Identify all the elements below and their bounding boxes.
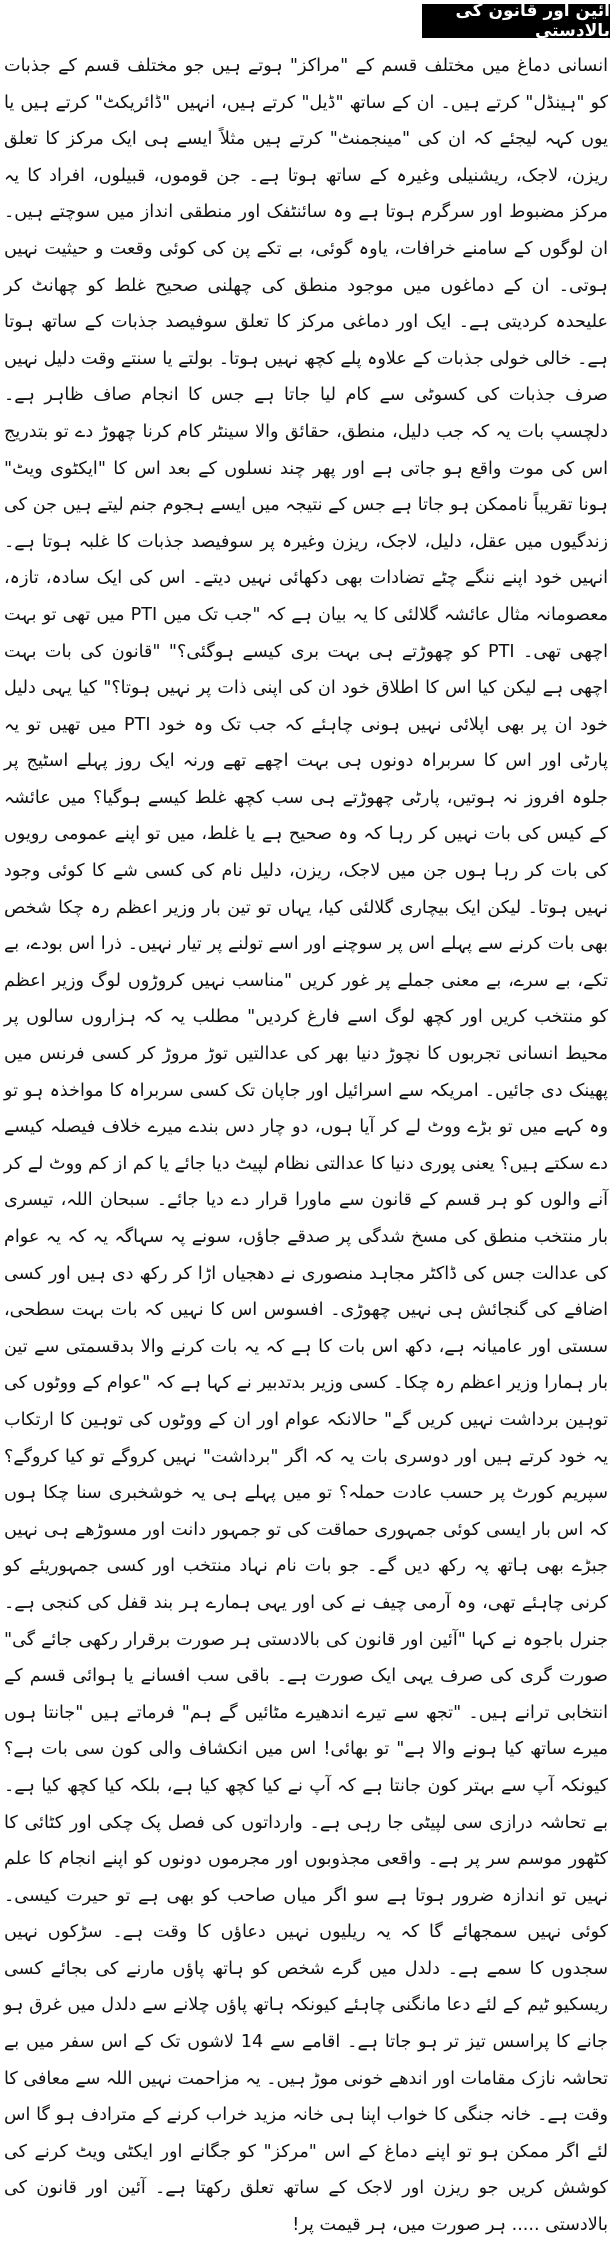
article-headline: آئین اور قانون کی بالادستی xyxy=(455,1,610,41)
headline-bar xyxy=(422,1,610,41)
article-column xyxy=(4,1,610,2236)
article-body xyxy=(4,48,608,2244)
article-paragraph: انسانی دماغ میں مختلف قسم کے "مراکز" ہوتے ہیں جو مختلف قسم کے جذبات کو "ہینڈل" کرتے ہیں۔ ان کے ساتھ "ڈیل" کرتے ہیں، انہیں "ڈائریکٹ" کرتے ہیں یا یوں کہہ لیجئے کہ ان کی "مینجمنٹ" کرتے ہیں مثلاً ایسے ہی ایک مرکز کا تعلق ریزن، لاجک، ریشنیلی وغیرہ کے ساتھ ہوتا ہے۔ جن قوموں، قبیلوں، افراد کا یہ مرکز مضبوط اور سرگرم ہوتا ہے وہ سائنٹفک اور منطقی انداز میں سوچتے ہیں۔ ان لوگوں کے سامنے خرافات، یاوہ گوئی، بے تکے پن کی کوئی وقعت و حیثیت نہیں ہوتی۔ ان کے دماغوں میں موجود منطق کی چھلنی صحیح غلط کو چھانٹ کر علیحدہ کردیتی ہے۔ ایک اور دماغی مرکز کا تعلق سوفیصد جذبات کے ساتھ ہوتا ہے۔ خالی خولی جذبات کے علاوہ پلے کچھ نہیں ہوتا۔ بولتے یا سنتے وقت دلیل نہیں صرف جذبات کی کسوٹی سے کام لیا جاتا ہے جس کا انجام صاف ظاہر ہے۔ دلچسپ بات یہ کہ جب دلیل، منطق، حقائق والا سینٹر کام کرنا چھوڑ دے تو بتدریج اس کی موت واقع ہو جاتی ہے اور پھر چند نسلوں کے بعد اس کا "ایکٹوی ویٹ" ہونا تقریباً ناممکن ہو جاتا ہے جس کے نتیجہ میں ایسے ہجوم جنم لیتے ہیں جن کی زندگیوں میں عقل، دلیل، لاجک، ریزن وغیرہ پر سوفیصد جذبات کا غلبہ ہوتا ہے۔ انہیں خود اپنے ننگے چٹے تضادات بھی دکھائی نہیں دیتے۔ اس کی ایک سادہ، تازہ، معصومانہ مثال عائشہ گلالئی کا یہ بیان ہے کہ "جب تک میں PTI میں تھی تو بہت اچھی تھی۔ PTI کو چھوڑتے ہی بہت بری کیسے ہوگئی؟" "قانون کی بات بہت اچھی ہے لیکن کیا اس کا اطلاق خود ان کی اپنی ذات پر نہیں ہوتا؟" کیا یہی دلیل خود ان پر بھی اپلائی نہیں ہونی چاہئے کہ جب تک وہ خود PTI میں تھیں تو یہ پارٹی اور اس کا سربراہ دونوں ہی بہت اچھے تھے ورنہ ایک روز پہلے اسٹیج پر جلوہ افروز نہ ہوتیں، پارٹی چھوڑتے ہی سب کچھ غلط کیسے ہوگیا؟ میں عائشہ کے کیس کی بات نہیں کر رہا کہ وہ صحیح ہے یا غلط، میں تو اپنے عمومی رویوں کی بات کر رہا ہوں جن میں لاجک، ریزن، دلیل نام کی کسی شے کا کوئی وجود نہیں ہوتا۔ لیکن ایک بیچاری گلالئی کیا، یہاں تو تین بار وزیر اعظم رہ چکا شخص بھی بات کرنے سے پہلے اس پر سوچنے اور اسے تولنے پر تیار نہیں۔ ذرا اس بودے، بے تکے، بے سرے، بے معنی جملے پر غور کریں "مناسب نہیں کروڑوں لوگ وزیر اعظم کو منتخب کریں اور کچھ لوگ اسے فارغ کردیں" مطلب یہ کہ ہزاروں سالوں پر محیط انسانی تجربوں کا نچوڑ دنیا بھر کی عدالتیں توڑ مروڑ کر کسی فرنس میں پھینک دی جائیں۔ امریکہ سے اسرائیل اور جاپان تک کسی سربراہ کا مواخذہ ہو تو وہ کہے میں تو بڑے ووٹ لے کر آیا ہوں، دو چار دس بندے میرے خلاف فیصلہ کیسے دے سکتے ہیں؟ یعنی پوری دنیا کا عدالتی نظام لپیٹ دیا جائے یا کم از کم ووٹ لے کر آنے والوں کو ہر قسم کے قانون سے ماورا قرار دے دیا جائے۔ سبحان اللہ، تیسری بار منتخب منطق کی مسخ شدگی پر صدقے جاؤں، سونے پہ سہاگہ یہ کہ یہ عوام کی عدالت جس کی ڈاکٹر مجاہد منصوری نے دھجیاں اڑا کر رکھ دی ہیں اور کسی اضافے کی گنجائش ہی نہیں چھوڑی۔ افسوس اس کا نہیں کہ بات بہت سطحی، سستی اور عامیانہ ہے، دکھ اس بات کا ہے کہ یہ بات کرنے والا بدقسمتی سے تین بار ہمارا وزیر اعظم رہ چکا۔ کسی وزیر بدتدبیر نے کہا ہے کہ "عوام کے ووٹوں کی توہین برداشت نہیں کریں گے" حالانکہ عوام اور ان کے ووٹوں کی توہین کا ارتکاب یہ خود کرتے ہیں اور دوسری بات یہ کہ اگر "برداشت" نہیں کروگے تو کیا کروگے؟ سپریم کورٹ پر حسب عادت حملہ؟ تو میں پہلے ہی یہ خوشخبری سنا چکا ہوں کہ اس بار ایسی کوئی جمہوری حماقت کی تو جمہور دانت اور مسوڑھے ہی نہیں جبڑے بھی ہاتھ پہ رکھ دیں گے۔ جو بات نام نہاد منتخب اور کسی جمہوریئے کو کرنی چاہئے تھی، وہ آرمی چیف نے کی اور یہی ہمارے ہر بند قفل کی کنجی ہے۔ جنرل باجوہ نے کہا "آئین اور قانون کی بالادستی ہر صورت برقرار رکھی جائے گی" صورت گری کی صرف یہی ایک صورت ہے۔ باقی سب افسانے یا ہوائی قسم کے انتخابی ترانے ہیں۔ "تجھ سے تیرے اندھیرے مٹائیں گے ہم" فرماتے ہیں "جانتا ہوں میرے ساتھ کیا ہونے والا ہے" تو بھائی! اس میں انکشاف والی کون سی بات ہے؟ کیونکہ آپ سے بہتر کون جانتا ہے کہ آپ نے کیا کچھ کیا ہے، بلکہ کیا کچھ کیا ہے۔ بے تحاشہ درازی سی لپیٹی جا رہی ہے۔ وارداتوں کی فصل پک چکی اور کٹائی کا کٹھور موسم سر پر ہے۔ واقعی مجذوبوں اور مجرموں دونوں کو اپنے انجام کا علم نہیں تو اندازہ ضرور ہوتا ہے سو اگر میاں صاحب کو بھی ہے تو حیرت کیسی۔ کوئی نہیں سمجھائے گا کہ یہ ریلیوں نہیں دعاؤں کا وقت ہے۔ سڑکوں نہیں سجدوں کا سمے ہے۔ دلدل میں گرے شخص کو ہاتھ پاؤں مارنے کی بجائے کسی ریسکیو ٹیم کے لئے دعا مانگنی چاہئے کیونکہ ہاتھ پاؤں چلانے سے دلدل میں غرق ہو جانے کا پراسس تیز تر ہو جاتا ہے۔ اقامے سے 14 لاشوں تک کے اس سفر میں بے تحاشہ نازک مقامات اور اندھے خونی موڑ ہیں۔ یہ مزاحمت نہیں اللہ سے معافی کا وقت ہے۔ خانہ جنگی کا خواب اپنا ہی خانہ مزید خراب کرنے کے مترادف ہو گا اس لئے اگر ممکن ہو تو اپنے دماغ کے اس "مرکز" کو جگانے اور ایکٹی ویٹ کرنے کی کوشش کریں جو ریزن اور لاجک کے ساتھ تعلق رکھتا ہے۔ آئین اور قانون کی بالادستی ..... ہر صورت میں، ہر قیمت پر! xyxy=(4,56,609,2236)
